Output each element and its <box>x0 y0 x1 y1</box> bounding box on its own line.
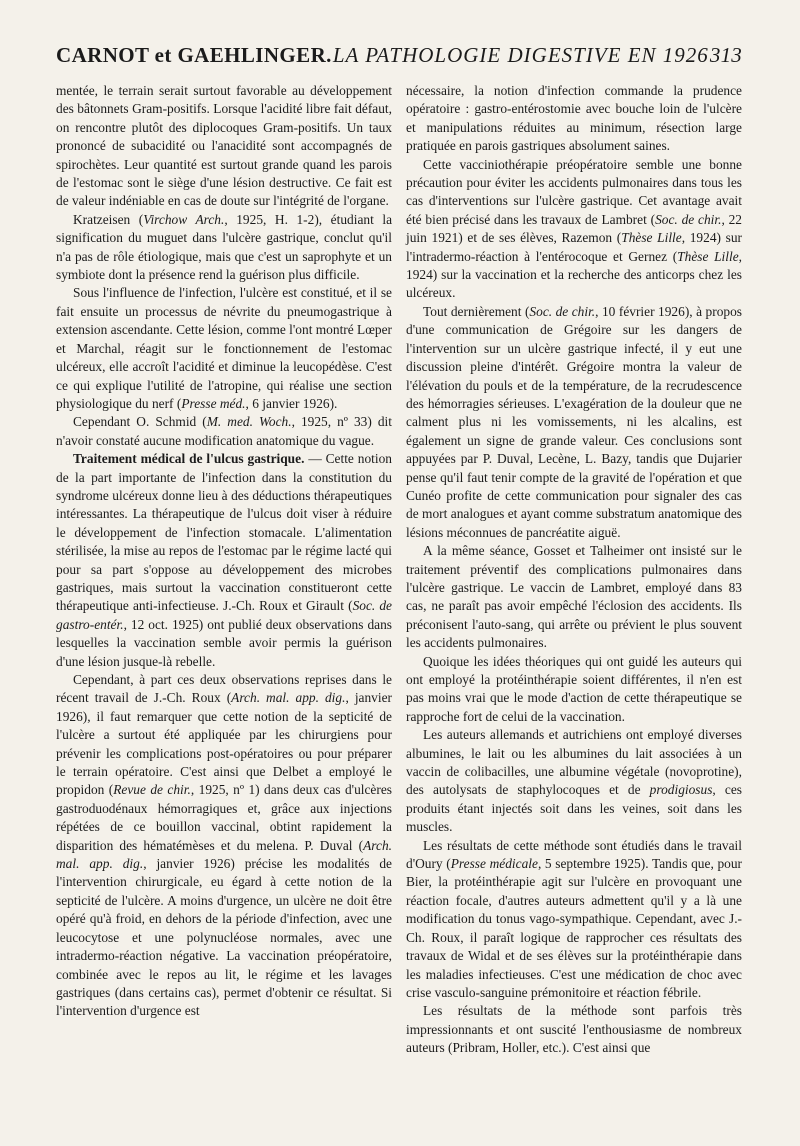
citation: Presse méd. <box>181 395 246 411</box>
citation: Virchow Arch. <box>143 211 225 227</box>
paragraph-text: Les résultats de cette méthode sont étudiés dans le travail d'Oury ( <box>406 837 742 872</box>
paragraph <box>406 1002 742 1057</box>
paragraph-text: , 6 janvier 1926). <box>245 395 338 411</box>
paragraph <box>406 303 742 542</box>
header-authors: CARNOT et GAEHLINGER. <box>56 43 332 67</box>
paragraph-text: , janvier 1926), il faut remarquer que cette notion de la septicité de l'ulcère a surtout été appliquée par les chirurgiens pour prévenir les complications post-opératoires ou pour préparer le terrain opératoire. C'est ainsi que Delbet a employé le propidon ( <box>56 690 393 798</box>
left-column <box>56 82 392 1058</box>
paragraph-text: , 1924) sur la vaccination et la recherche des anticorps chez les ulcéreux. <box>406 248 743 301</box>
citation: Revue de chir. <box>113 782 191 798</box>
paragraph <box>56 211 392 285</box>
right-column <box>406 82 742 1058</box>
paragraph-text: , 1925, nº 1) dans deux cas d'ulcères gastroduodénaux hémorragiques et, grâce aux injections répétées de ce bouillon vaccinal, obtint rapidement la disparition des hématémèses et du melena. P. Duval ( <box>56 782 392 853</box>
paragraph-text: Kratzeisen ( <box>73 211 144 227</box>
paragraph-text: , 1925, nº 33) dit n'avoir constaté aucune modification anatomique du vague. <box>56 414 393 448</box>
paragraph <box>406 837 742 1003</box>
paragraph-text: Cependant, à part ces deux observations reprises dans le récent travail de J.-Ch. Roux ( <box>56 672 392 706</box>
section-heading: Traitement médical de l'ulcus gastrique. <box>73 451 305 467</box>
citation: Soc. de chir. <box>529 303 596 319</box>
paragraph-text: — Cette notion de la part importante de l'infection dans la constitution du syndrome ulcéreux donne lieu à des déductions thérapeutiques intéressantes. La thérapeutique de l'ulcus doit viser à réduire le développement de l'infection stomacale. L'alimentation stérilisée, la mise au repos de l'estomac par le régime lacté qui pour sa part s'oppose au développement des microbes gastriques, mais surtout la vaccination constitueront cette thérapeutique anti-infectieuse. J.-Ch. Roux et Girault ( <box>56 451 392 614</box>
paragraph-text: A la même séance, Gosset et Talheimer ont insisté sur le traitement préventif des complications pulmonaires dans l'ulcère gastrique. Le vaccin de Lambret, employé dans 83 cas, ne paraît pas avoir empêché l'éclosion des accidents. Ils préconisent l'auto-sang, qui arrête ou prévient le plus souvent les accidents pulmonaires. <box>406 543 742 651</box>
paragraph <box>56 450 392 671</box>
citation: Thèse Lille <box>677 248 739 264</box>
paragraph-text: Sous l'influence de l'infection, l'ulcère est constitué, et il se fait ensuite un processus de névrite du pneumogastrique à extension ascendante. Cette lésion, comme l'ont montré Lœper et Marchal, réagit sur le fonctionnement de l'estomac ulcéreux, elle accroît l'acidité et diminue la leucopédèse. C'est ce qui explique l'utilité de l'atropine, qui réalise une section physiologique du nerf ( <box>56 285 392 411</box>
page-number: 313 <box>709 43 742 67</box>
paragraph <box>406 542 742 652</box>
paragraph <box>406 82 742 156</box>
paragraph-text: mentée, le terrain serait surtout favorable au développement des bâtonnets Gram-positifs. Lorsque l'acidité libre fait défaut, on rencontre plutôt des diplocoques Gram-positifs. Un taux prononcé de subacidité ou l'anacidité sont accompagnés de spirochètes. Leur quantité est surtout grande quand les parois de l'estomac sont le siège d'une lésion destructive. Ce fait est de valeur indéniable en cas de doute sur l'intégrité de l'organe. <box>56 83 392 209</box>
citation: Soc. de chir. <box>655 211 722 227</box>
paragraph-text: Cette vacciniothérapie préopératoire semble une bonne précaution pour éviter les accidents pulmonaires dans tous les cas d'interventions sur l'ulcère gastrique. Cet avantage avait été bien précisé dans les travaux de Lambret ( <box>406 156 742 227</box>
citation: Arch. mal. app. dig. <box>56 837 392 872</box>
paragraph-text: , 5 septembre 1925). Tandis que, pour Bier, la protéinthérapie agit sur l'ulcère en provoquant une réaction focale, d'autres auteurs admettent qu'il y a là une modification du tonus vago-sympathique. Cependant, avec J.-Ch. Roux, il paraît logique de rapprocher ces résultats des travaux de Widal et de ses élèves sur la protéinthérapie dans les maladies infectieuses. C'est une médication de choc avec crise vasculo-sanguine prémonitoire et réaction fébrile. <box>406 856 742 1000</box>
paragraph-text: Cependant O. Schmid ( <box>73 414 207 430</box>
paragraph-text: , 1925, H. 1-2), étudiant la signification du muguet dans l'ulcère gastrique, conclut qu'il n'a pas de rôle étiologique, mais que c'est un saprophyte et un symbiote dont la présence rend la guérison plus difficile. <box>56 211 393 283</box>
paragraph <box>56 671 392 1021</box>
citation: Soc. de gastro-entér. <box>56 598 393 632</box>
paragraph <box>56 413 392 450</box>
citation: Thèse Lille <box>621 230 682 246</box>
citation: prodigiosus <box>649 782 713 798</box>
paragraph <box>406 653 742 727</box>
paragraph <box>406 726 742 836</box>
running-header <box>56 42 742 70</box>
paragraph <box>406 156 742 303</box>
paragraph <box>56 82 392 211</box>
paragraph <box>56 284 392 413</box>
paragraph-text: , 10 février 1926), à propos d'une communication de Grégoire sur les dangers de l'intervention sur un ulcère gastrique infecté, il y eut une discussion pleine d'intérêt. Grégoire montra la valeur de l'élévation du pouls et de la température, de la recrudescence des hémorragies sérieuses. L'exagération de la douleur que ne calment plus ni les vomissements, ni les alcalins, est également un signe de grande valeur. Ces conclusions sont appuyées par P. Duval, Lecène, L. Bazy, tandis que Dujarier pense qu'il faut tenir compte de la gravité de l'opération et que Cunéo profite de cette communication pour signaler des cas de mort analogues et ayant comme substratum anatomique des lésions méconnues de pancréatite aiguë. <box>406 303 742 540</box>
paragraph-text: nécessaire, la notion d'infection commande la prudence opératoire : gastro-entérostomie avec bouche loin de l'ulcère et manipulations réduites au minimum, résection large pratiquée en parois gastriques absolument saines. <box>406 83 742 154</box>
paragraph-text: , ces produits étant injectés soit dans les veines, soit dans les muscles. <box>406 782 742 835</box>
paragraph-text: , janvier 1926) précise les modalités de l'intervention chirurgicale, eu égard à cette notion de la septicité de l'ulcère. A moins d'urgence, un ulcère ne doit être opéré qu'à froid, en dehors de la période d'infection, avec une leucocytose et une polynucléose normales, avec une intradermo-réaction négative. La vaccination préopératoire, combinée avec le repos au lit, le régime et les lavages gastriques (dans certains cas), permet d'obtenir ce résultat. Si l'intervention d'urgence est <box>56 856 392 1019</box>
paragraph-text: Tout dernièrement ( <box>423 303 530 319</box>
header-title: LA PATHOLOGIE DIGESTIVE EN 1926 <box>332 43 709 67</box>
paragraph-text: , 12 oct. 1925) ont publié deux observations dans lesquelles la vaccination semble avoir permis la guérison d'une lésion jusque-là rebelle. <box>56 616 392 669</box>
body-columns <box>56 82 742 1058</box>
citation: Arch. mal. app. dig. <box>231 690 346 706</box>
paragraph-text: Les résultats de la méthode sont parfois très impressionnants et ont suscité l'enthousiasme de nombreux auteurs (Pribram, Holler, etc.). C'est ainsi que <box>406 1003 742 1056</box>
citation: M. med. Woch. <box>206 414 292 430</box>
paragraph-text: , 1924) sur l'intradermo-réaction à l'entérocoque et Gernez ( <box>406 230 743 264</box>
citation: Presse médicale <box>450 856 538 872</box>
paragraph-text: Les auteurs allemands et autrichiens ont employé diverses albumines, le lait ou les albumines du lait associées à un vaccin de colibacilles, une albumine végétale (novoprotine), des autolysats de staphylocoques et de <box>406 727 742 798</box>
paragraph-text: Quoique les idées théoriques qui ont guidé les auteurs qui ont employé la protéinthérapie soient différentes, il n'en est pas moins vrai que le mode d'action de cette thérapeutique se rapproche fort de celui de la vaccination. <box>406 653 742 724</box>
paragraph-text: , 22 juin 1921) et de ses élèves, Razemon ( <box>406 211 742 246</box>
